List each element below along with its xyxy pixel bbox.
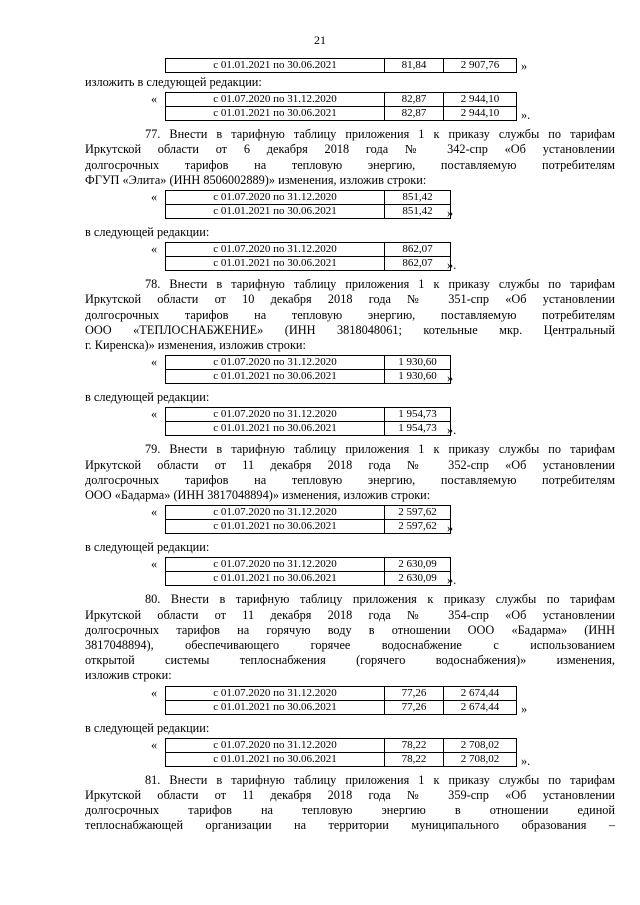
paragraph-izlozhit: изложить в следующей редакции: bbox=[85, 75, 262, 89]
table-79-new bbox=[115, 557, 615, 589]
table-row: с 01.07.2020 по 31.12.2020 862,07 bbox=[166, 243, 451, 257]
paragraph-79: 79. Внести в тарифную таблицу приложения 1 к приказу службы по тарифам Иркутской области от 11 декабря 2018 года № 352-спр «Об установлении долгосрочных тарифов на тепловую энергию, поставляемую потребителям ООО «Бадарма» (ИНН 3817048894)» изменения, изложив строки: bbox=[85, 442, 615, 503]
table-77-new bbox=[115, 242, 615, 274]
table-row: с 01.01.2021 по 30.06.2021 82,87 2 944,10 bbox=[166, 107, 517, 121]
table-80-old bbox=[115, 686, 615, 718]
table-row: с 01.07.2020 по 31.12.2020 78,22 2 708,02 bbox=[166, 738, 517, 752]
quote-open: « bbox=[151, 685, 158, 700]
quote-close: » bbox=[447, 371, 454, 386]
table-row: с 01.01.2021 по 30.06.2021 78,22 2 708,02 bbox=[166, 752, 517, 766]
table-row: с 01.07.2020 по 31.12.2020 1 954,73 bbox=[166, 408, 451, 422]
paragraph-77: 77. Внести в тарифную таблицу приложения 1 к приказу службы по тарифам Иркутской области от 6 декабря 2018 года № 342-спр «Об установлении долгосрочных тарифов на тепловую энергию, поставляемую потребителям ФГУП «Элита» (ИНН 8506002889)» изменения, изложив строки: bbox=[85, 127, 615, 187]
quote-open: « bbox=[151, 557, 158, 572]
quote-close: ». bbox=[447, 573, 457, 588]
quote-open: « bbox=[151, 355, 158, 370]
quote-close: » bbox=[447, 206, 454, 221]
document-body bbox=[85, 58, 615, 834]
quote-close: » bbox=[521, 59, 528, 73]
quote-close: ». bbox=[521, 753, 531, 768]
table-78-new bbox=[115, 407, 615, 439]
table-row: с 01.07.2020 по 31.12.2020 851,42 bbox=[166, 191, 451, 205]
quote-open: « bbox=[151, 505, 158, 520]
quote-close: ». bbox=[521, 108, 531, 123]
quote-open: « bbox=[151, 407, 158, 422]
table-79-old bbox=[115, 505, 615, 537]
quote-close: ». bbox=[447, 258, 457, 273]
paragraph-78: 78. Внести в тарифную таблицу приложения 1 к приказу службы по тарифам Иркутской области от 10 декабря 2018 года № 351-спр «Об установлении долгосрочных тарифов на тепловую энергию, поставляемую потребителям ООО «ТЕПЛОСНАБЖЕНИЕ» (ИНН 3818048061; котельные мкр. Центральный г. Киренска)» изменения, изложив строки: bbox=[85, 277, 615, 353]
table-row: с 01.01.2021 по 30.06.2021 2 630,09 bbox=[166, 572, 451, 586]
table-row: с 01.07.2020 по 31.12.2020 82,87 2 944,10 bbox=[166, 93, 517, 107]
table-row: с 01.07.2020 по 31.12.2020 2 630,09 bbox=[166, 558, 451, 572]
paragraph-80: 80. Внести в тарифную таблицу приложения к приказу службы по тарифам Иркутской области от 11 декабря 2018 года № 354-спр «Об установлении долгосрочных тарифов на горячую воду в отношении ООО «Бадарма» (ИНН 3817048894), обеспечивающего горячее водоснабжение с использованием открытой системы теплоснабжения (горячего водоснабжения)» изменения, изложив строки: bbox=[85, 592, 615, 683]
table-80-new bbox=[115, 738, 615, 770]
table-a bbox=[115, 92, 615, 124]
table-row: с 01.07.2020 по 31.12.2020 77,26 2 674,44 bbox=[166, 686, 517, 700]
table-78-old bbox=[115, 355, 615, 387]
quote-open: « bbox=[151, 92, 158, 107]
table-row: с 01.01.2021 по 30.06.2021 1 930,60 bbox=[166, 370, 451, 384]
paragraph-sled-2: в следующей редакции: bbox=[85, 390, 210, 405]
table-row: с 01.01.2021 по 30.06.2021 1 954,73 bbox=[166, 422, 451, 436]
table-row: с 01.01.2021 по 30.06.2021 81,84 2 907,76 bbox=[166, 59, 517, 73]
table-row: с 01.07.2020 по 31.12.2020 2 597,62 bbox=[166, 506, 451, 520]
paragraph-81: 81. Внести в тарифную таблицу приложения 1 к приказу службы по тарифам Иркутской области от 11 декабря 2018 года № 359-спр «Об установлении долгосрочных тарифов на тепловую энергию в отношении единой теплоснабжающей организации на территории муниципального образования – bbox=[85, 772, 615, 833]
paragraph-sled-1: в следующей редакции: bbox=[85, 225, 210, 240]
table-row: с 01.01.2021 по 30.06.2021 851,42 bbox=[166, 205, 451, 219]
quote-close: » bbox=[447, 521, 454, 536]
table-row: с 01.01.2021 по 30.06.2021 862,07 bbox=[166, 257, 451, 271]
quote-close: » bbox=[521, 701, 528, 716]
quote-open: « bbox=[151, 242, 158, 257]
quote-open: « bbox=[151, 737, 158, 752]
paragraph-sled-3: в следующей редакции: bbox=[85, 540, 210, 555]
table-top-row bbox=[115, 58, 615, 73]
paragraph-sled-4: в следующей редакции: bbox=[85, 720, 210, 735]
table-77-old bbox=[115, 190, 615, 222]
table-row: с 01.07.2020 по 31.12.2020 1 930,60 bbox=[166, 356, 451, 370]
table-row: с 01.01.2021 по 30.06.2021 77,26 2 674,44 bbox=[166, 700, 517, 714]
table-row: с 01.01.2021 по 30.06.2021 2 597,62 bbox=[166, 520, 451, 534]
quote-close: ». bbox=[447, 423, 457, 438]
page-number: 21 bbox=[314, 33, 326, 47]
quote-open: « bbox=[151, 190, 158, 205]
